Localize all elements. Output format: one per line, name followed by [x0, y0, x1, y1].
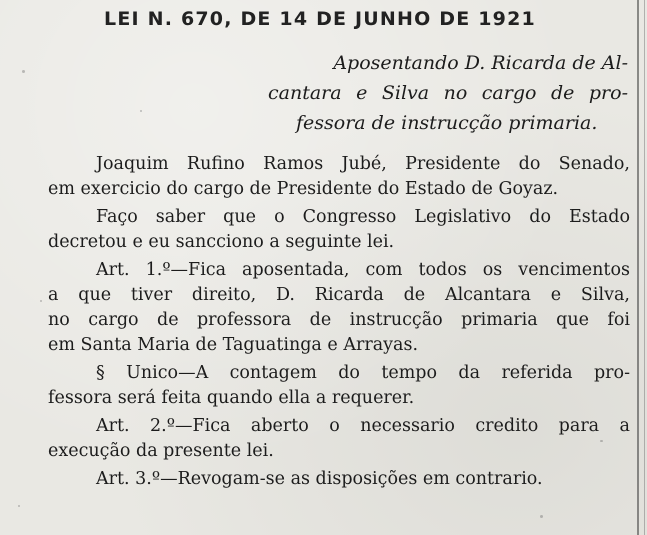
summary-line: Aposentando D. Ricarda de Al-	[333, 52, 628, 74]
law-heading: LEI N. 670, DE 14 DE JUNHO DE 1921	[104, 8, 536, 30]
print-speck	[18, 505, 20, 507]
print-speck	[22, 70, 25, 73]
text-line: em Santa Maria de Taguatinga e Arrayas.	[48, 335, 419, 355]
enactment-paragraph	[48, 205, 630, 255]
law-body	[48, 152, 630, 495]
column-rule-outer	[644, 0, 645, 535]
text-line: execução da presente lei.	[48, 441, 274, 461]
text-line: Art. 1.º—Fica aposentada, com todos os vencimentos	[96, 260, 630, 280]
print-speck	[540, 515, 543, 518]
text-line: Joaquim Rufino Ramos Jubé, Presidente do Senado,	[96, 154, 630, 174]
article-2-paragraph	[48, 414, 630, 464]
law-summary	[268, 48, 628, 138]
article-1-paragraph	[48, 258, 630, 358]
print-speck	[600, 440, 603, 442]
text-line: no cargo de professora de instrucção primaria que foi	[48, 310, 630, 330]
text-line: fessora será feita quando ella a requerer.	[48, 388, 415, 408]
print-speck	[40, 300, 42, 302]
preamble-paragraph	[48, 152, 630, 202]
text-line: Art. 3.º—Revogam-se as disposições em contrario.	[96, 469, 543, 489]
text-line: Art. 2.º—Fica aberto o necessario credito para a	[96, 416, 630, 436]
text-line: § Unico—A contagem do tempo da referida pro-	[96, 363, 630, 383]
text-line: a que tiver direito, D. Ricarda de Alcantara e Silva,	[48, 285, 630, 305]
summary-line: fessora de instrucção primaria.	[296, 112, 598, 134]
article-3-paragraph	[48, 467, 630, 492]
sole-paragraph	[48, 361, 630, 411]
print-speck	[140, 110, 142, 112]
text-line: Faço saber que o Congresso Legislativo do Estado	[96, 207, 630, 227]
column-rule	[637, 0, 639, 535]
summary-line: cantara e Silva no cargo de pro-	[268, 82, 628, 104]
text-line: decretou e eu sancciono a seguinte lei.	[48, 232, 395, 252]
text-line: em exercicio do cargo de Presidente do Estado de Goyaz.	[48, 179, 559, 199]
